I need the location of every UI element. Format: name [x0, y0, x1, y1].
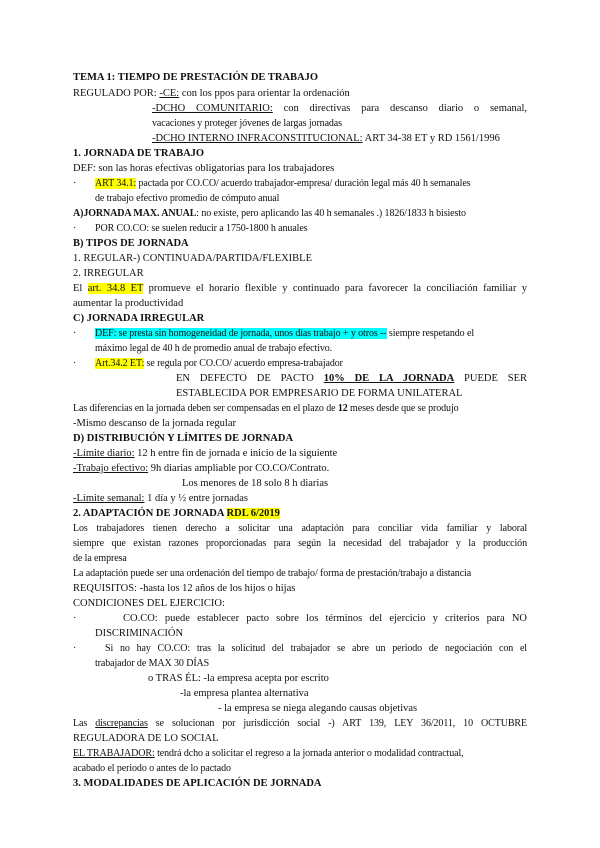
- document-title: TEMA 1: TIEMPO DE PRESTACIÓN DE TRABAJO: [73, 72, 319, 83]
- coco-line: [73, 221, 527, 236]
- irregular-def-highlight: DEF: se presta sin homogeneidad de jornada, unos días trabajo + y otros --: [95, 328, 387, 339]
- distribucion-heading: D) DISTRIBUCIÓN Y LÍMITES DE JORNADA: [73, 433, 294, 444]
- condicion-1-line-2: DISCRIMINACIÓN: [95, 628, 184, 639]
- discrepancias-line-2: REGULADORA DE LO SOCIAL: [73, 733, 219, 744]
- tipo-regular: 1. REGULAR-) CONTINUADA/PARTIDA/FLEXIBLE: [73, 253, 313, 264]
- condiciones-heading: CONDICIONES DEL EJERCICIO:: [73, 598, 225, 609]
- dcho-comunitario-line: [152, 101, 527, 116]
- s1-def: DEF: son las horas efectivas obligatorias para los trabajadores: [73, 163, 335, 174]
- art342-text: se regula por CO.CO/ acuerdo empresa-trabajador: [144, 358, 343, 369]
- art342-line: [73, 356, 527, 371]
- jornada-irregular-heading: C) JORNADA IRREGULAR: [73, 313, 205, 324]
- art341-line-2: de trabajo efectivo promedio de cómputo anual: [95, 193, 280, 204]
- s2-para-line-2: siempre que existan razones proporcionadas para según la necesidad del trabajador y la producción: [73, 538, 527, 549]
- trabajo-efectivo-label: -Trabajo efectivo:: [73, 463, 149, 474]
- dcho-interno-label: -DCHO INTERNO INFRACONSTITUCIONAL:: [152, 133, 363, 144]
- defecto-line: [176, 371, 527, 386]
- ce-text: con los ppos para orientar la ordenación: [179, 88, 350, 99]
- trabajador-line-2: acabado el periodo o antes de lo pactado: [73, 763, 231, 774]
- tipos-heading: B) TIPOS DE JORNADA: [73, 238, 189, 249]
- s2-para-line-1: Los trabajadores tienen derecho a solicitar una adaptación para conciliar vida familiar y laboral: [73, 523, 527, 534]
- defecto-post: PUEDE SER: [454, 373, 527, 384]
- dcho-comunitario-text: con directivas para descanso diario o semanal,: [272, 103, 527, 114]
- s2-para-line-4: La adaptación puede ser una ordenación del tiempo de trabajo/ forma de prestación/trabajo a distancia: [73, 568, 472, 579]
- mismo-descanso: -Mismo descanso de la jornada regular: [73, 418, 236, 429]
- regulado-label: REGULADO POR:: [73, 88, 160, 99]
- tras-line-2: -la empresa plantea alternativa: [180, 688, 309, 699]
- rdl-highlight: RDL 6/2019: [226, 508, 280, 519]
- condicion-1-line: [73, 611, 527, 626]
- art348-line-2: aumentar la productividad: [73, 298, 184, 309]
- irregular-def-line: [73, 326, 527, 341]
- regulado-line: [73, 86, 527, 101]
- art348-line: [73, 281, 527, 296]
- defecto-pre: EN DEFECTO DE PACTO: [176, 373, 324, 384]
- requisitos-line: REQUISITOS: -hasta los 12 años de los hijos o hijas: [73, 583, 296, 594]
- limite-semanal-label: -Límite semanal:: [73, 493, 145, 504]
- bullet-icon: ·: [73, 358, 77, 369]
- art341-text: pactada por CO.CO/ acuerdo trabajador-empresa/ duración legal más 40 h semanales: [136, 178, 471, 189]
- tipo-irregular: 2. IRREGULAR: [73, 268, 144, 279]
- limite-semanal-line: [73, 491, 527, 506]
- art348-text: promueve el horario flexible y continuado para favorecer la conciliación familiar y: [143, 283, 527, 294]
- diferencias-pre: Las diferencias en la jornada deben ser compensadas en el plazo de: [73, 403, 338, 414]
- section-3-heading: 3. MODALIDADES DE APLICACIÓN DE JORNADA: [73, 778, 322, 789]
- section-2-heading: [73, 506, 527, 521]
- condicion-2-text: Si no hay CO.CO: tras la solicitud del trabajador se abre un periodo de negociación con el: [105, 643, 527, 654]
- condicion-2-line-2: trabajador de MAX 30 DÍAS: [95, 658, 210, 669]
- condicion-2-line: [73, 641, 527, 656]
- diferencias-bold: 12: [337, 403, 348, 414]
- jornada-max-label: A)JORNADA MAX. ANUAL: [73, 208, 197, 219]
- bullet-icon: ·: [73, 223, 77, 234]
- discrepancias-post: se solucionan por jurisdicción social -) ART 139, LEY 36/2011, 10 OCTUBRE: [147, 718, 527, 729]
- bullet-icon: ·: [73, 328, 77, 339]
- trabajador-line: [73, 746, 527, 761]
- condicion-1-text: CO.CO: puede establecer pacto sobre los términos del ejercicio y criterios para NO: [123, 613, 527, 624]
- trabajador-label: EL TRABAJADOR:: [73, 748, 155, 759]
- trabajador-text: tendrá dcho a solicitar el regreso a la jornada anterior o modalidad contractual,: [154, 748, 464, 759]
- bullet-icon: ·: [73, 178, 77, 189]
- dcho-interno-line: [152, 131, 527, 146]
- s2-para-line-3: de la empresa: [73, 553, 127, 564]
- limite-diario-line: [73, 446, 527, 461]
- tras-line-3: - la empresa se niega alegando causas objetivas: [218, 703, 418, 714]
- trabajo-efectivo-line: [73, 461, 527, 476]
- defecto-bold: 10% DE LA JORNADA: [323, 373, 455, 384]
- dcho-interno-text: ART 34-38 ET y RD 1561/1996: [362, 133, 500, 144]
- coco-text: POR CO.CO: se suelen reducir a 1750-1800 h anuales: [95, 223, 308, 234]
- jornada-max-line: [73, 206, 527, 221]
- defecto-line-2: ESTABLECIDA POR EMPRESARIO DE FORMA UNILATERAL: [176, 388, 463, 399]
- discrepancias-line: [73, 716, 527, 731]
- diferencias-post: meses desde que se produjo: [347, 403, 459, 414]
- irregular-def-line-2: máximo legal de 40 h de promedio anual de trabajo efectivo.: [95, 343, 333, 354]
- trabajo-efectivo-text: 9h diarias ampliable por CO.CO/Contrato.: [148, 463, 330, 474]
- discrepancias-label: discrepancias: [95, 718, 148, 729]
- art342-label: Art.34.2 ET:: [95, 358, 145, 369]
- art341-line: [73, 176, 527, 191]
- ce-label: -CE:: [159, 88, 180, 99]
- bullet-icon: ·: [73, 613, 77, 624]
- tras-line: o TRAS ÉL: -la empresa acepta por escrito: [148, 673, 329, 684]
- dcho-comunitario-line-2: vacaciones y proteger jóvenes de largas jornadas: [152, 118, 342, 129]
- jornada-max-text: : no existe, pero aplicando las 40 h semanales .) 1826/1833 h bisiesto: [196, 208, 466, 219]
- section-1-heading: 1. JORNADA DE TRABAJO: [73, 148, 205, 159]
- irregular-def-tail: siempre respetando el: [386, 328, 475, 339]
- limite-diario-label: -Límite diario:: [73, 448, 135, 459]
- diferencias-line: [73, 401, 527, 416]
- limite-diario-text: 12 h entre fin de jornada e inicio de la siguiente: [134, 448, 338, 459]
- art348-pre: El: [73, 283, 88, 294]
- art341-label: ART 34.1:: [95, 178, 137, 189]
- menores-line: Los menores de 18 solo 8 h diarias: [182, 478, 329, 489]
- section-2-heading-text: 2. ADAPTACIÓN DE JORNADA: [73, 508, 227, 519]
- discrepancias-pre: Las: [73, 718, 96, 729]
- dcho-comunitario-label: -DCHO COMUNITARIO:: [152, 103, 273, 114]
- limite-semanal-text: 1 día y ½ entre jornadas: [144, 493, 248, 504]
- bullet-icon: ·: [73, 643, 77, 654]
- art348-label: art. 34.8 ET: [87, 283, 144, 294]
